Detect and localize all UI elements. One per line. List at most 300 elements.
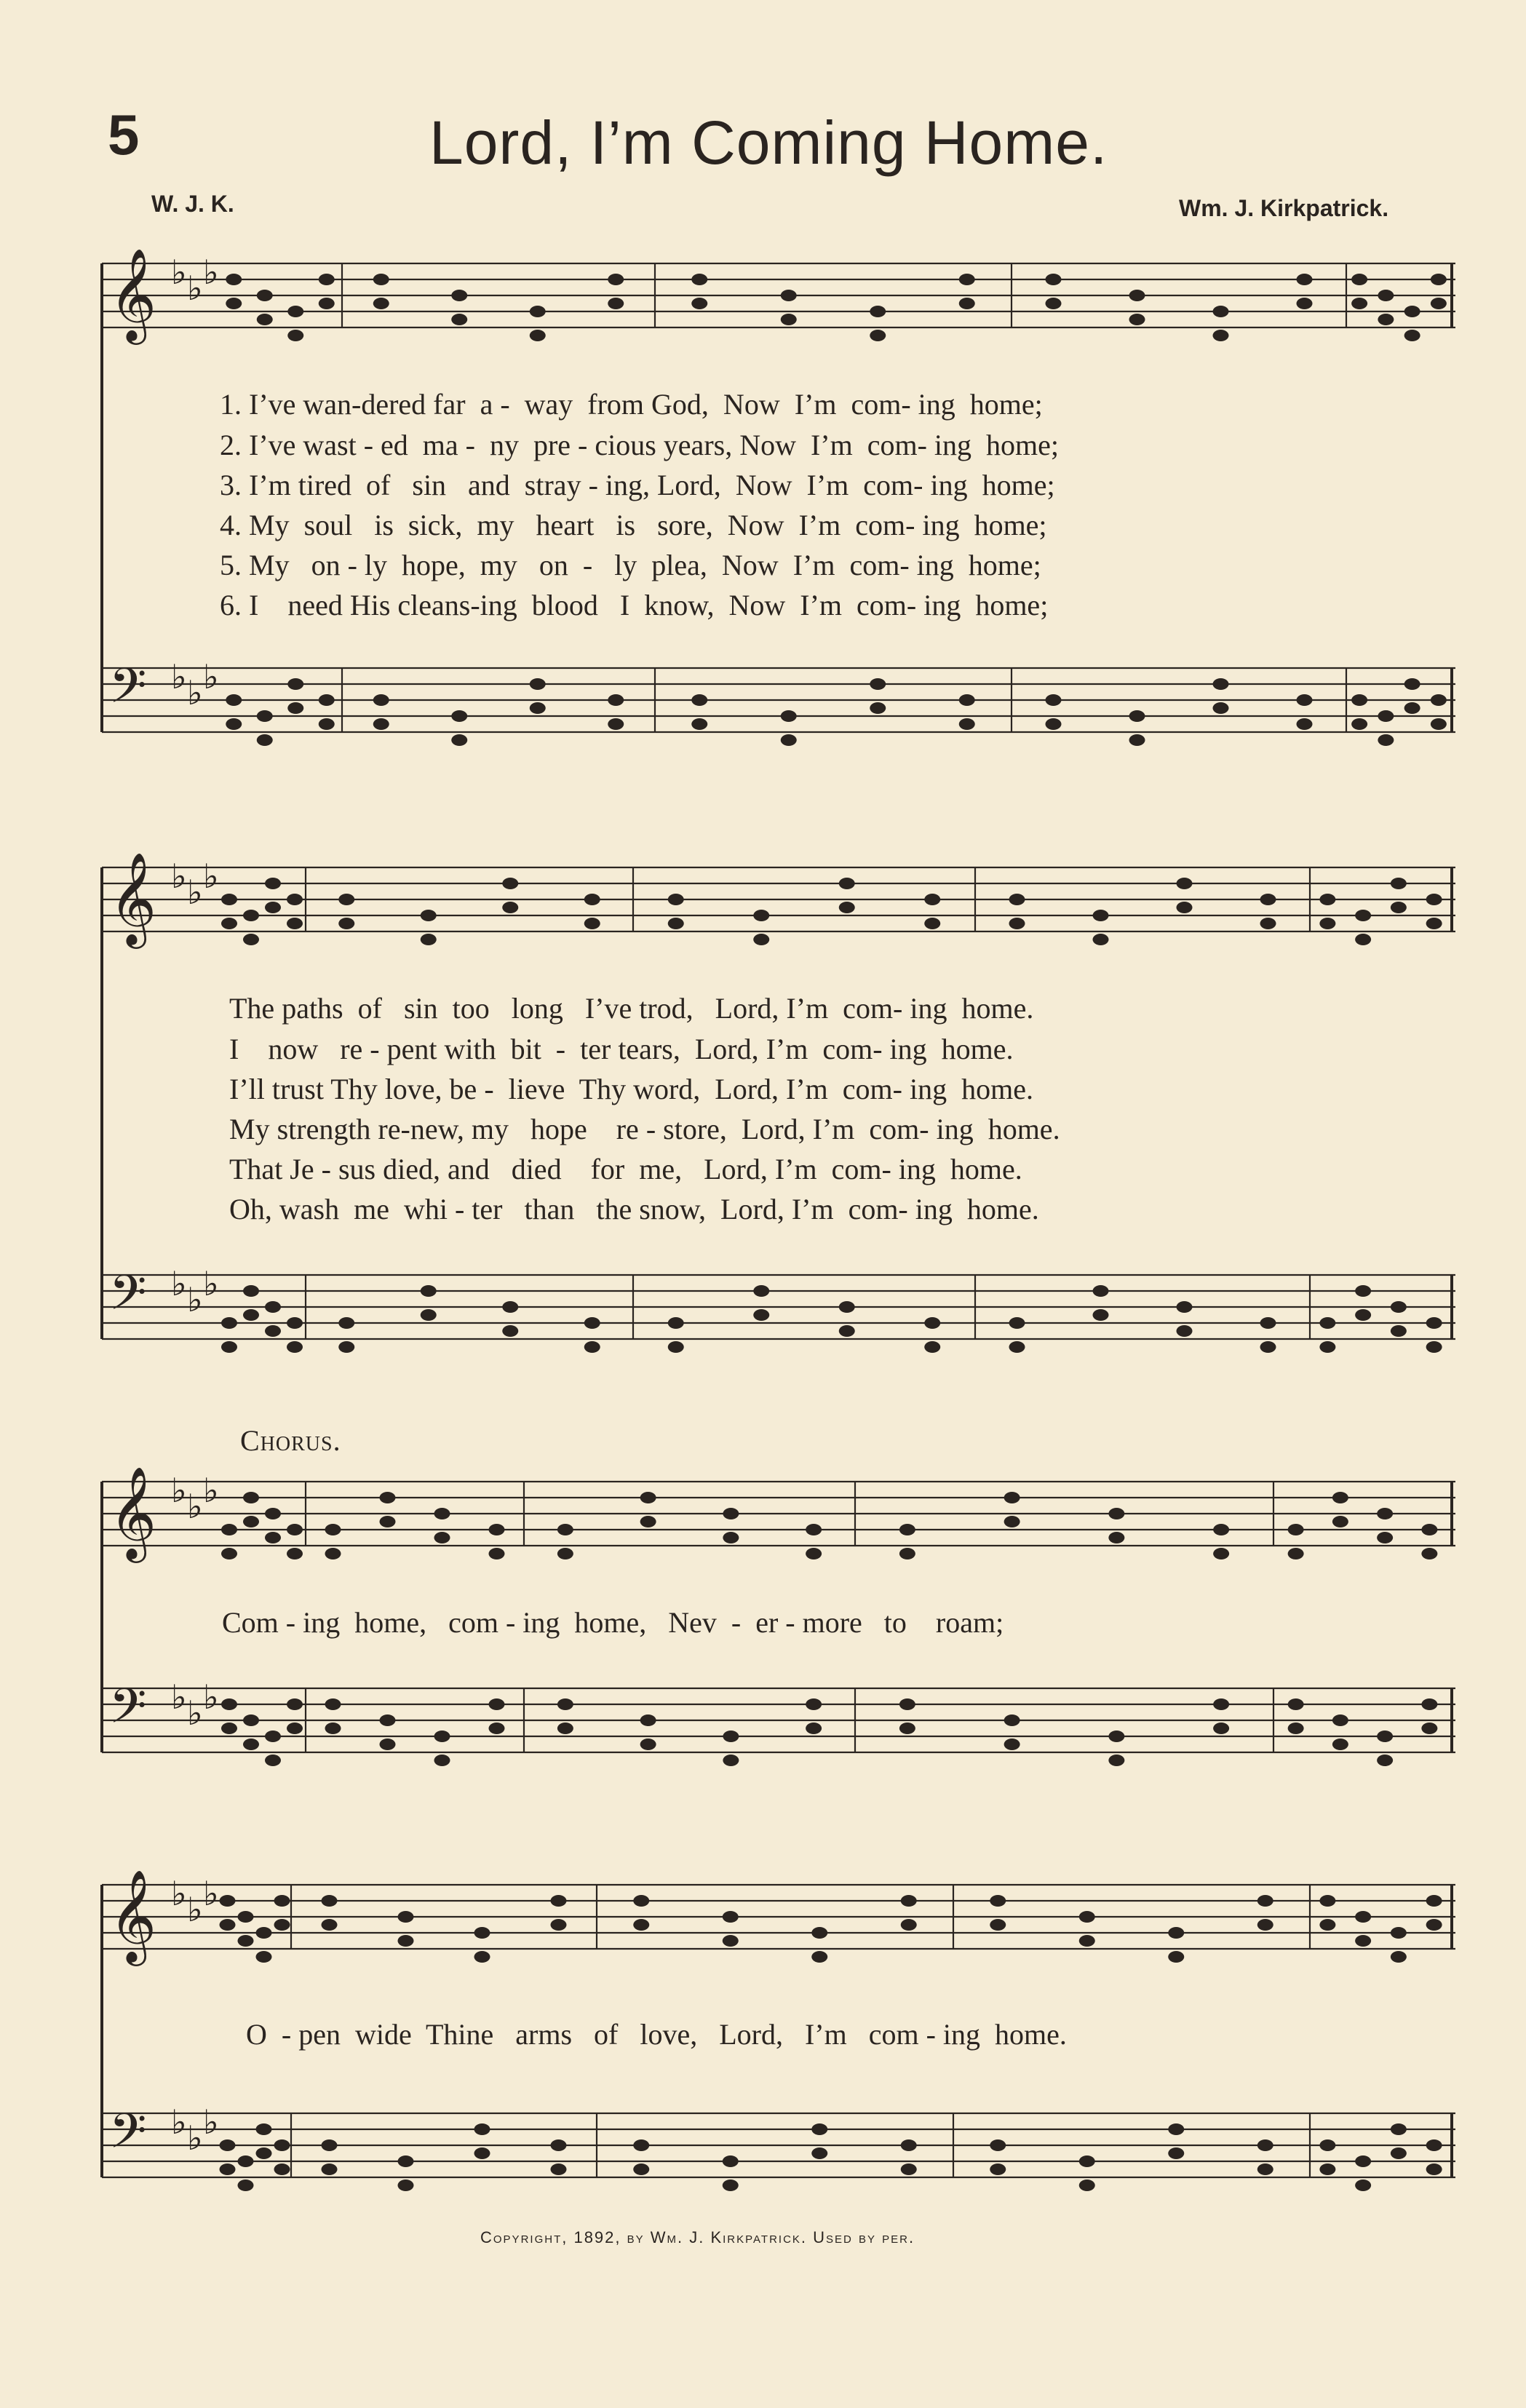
flat-icon: ♭ [171, 2102, 187, 2142]
note-head [1257, 1919, 1273, 1931]
note-head [899, 1722, 915, 1734]
note-head [380, 1739, 396, 1750]
note-head [1260, 894, 1276, 905]
treble-clef-icon: 𝄞 [109, 1466, 157, 1559]
note-head [1213, 678, 1229, 690]
chorus-label: Chorus. [240, 1424, 341, 1457]
note-head [287, 1317, 303, 1329]
note-head [221, 918, 237, 929]
note-head [1004, 1714, 1020, 1726]
note-head [287, 1524, 303, 1535]
note-head [551, 1895, 567, 1907]
note-head [1378, 734, 1394, 746]
note-head [530, 330, 546, 341]
note-head [899, 1548, 915, 1559]
note-head [668, 894, 684, 905]
verse-4-line-b: My strength re-new, my hope re - store, Lord, I’m com- ing home. [229, 1113, 1060, 1145]
note-head [811, 2123, 827, 2135]
note-head [584, 918, 600, 929]
note-head [1355, 1285, 1371, 1297]
note-head [274, 1895, 290, 1907]
verse-4-line-a: 4. My soul is sick, my heart is sore, Now I’m com- ing home; [220, 509, 1047, 541]
note-head [434, 1508, 450, 1519]
note-head [990, 2139, 1006, 2151]
note-head [633, 2139, 649, 2151]
note-head [1009, 1341, 1025, 1353]
note-head [1129, 314, 1145, 325]
note-head [243, 1516, 259, 1527]
note-head [1319, 918, 1335, 929]
flat-icon: ♭ [171, 253, 187, 292]
note-head [1168, 2147, 1184, 2159]
note-head [421, 934, 437, 945]
note-head [1213, 1524, 1229, 1535]
note-head [265, 1730, 281, 1742]
note-head [839, 902, 855, 913]
note-head [257, 734, 273, 746]
note-head [1009, 894, 1025, 905]
note-head [1355, 1935, 1371, 1947]
note-head [1355, 1309, 1371, 1321]
note-head [633, 1919, 649, 1931]
note-head [1257, 2139, 1273, 2151]
note-head [1319, 894, 1335, 905]
note-head [668, 1341, 684, 1353]
note-head [959, 298, 975, 309]
note-head [287, 1341, 303, 1353]
treble-clef-icon: 𝄞 [109, 247, 157, 341]
note-head [839, 878, 855, 889]
note-head [1168, 2123, 1184, 2135]
note-head [421, 910, 437, 921]
note-head [265, 1325, 281, 1337]
note-head [723, 1911, 739, 1923]
note-head [633, 2163, 649, 2175]
note-head [1213, 1722, 1229, 1734]
note-head [1079, 1911, 1095, 1923]
note-head [474, 1927, 490, 1939]
verse-6-line-b: Oh, wash me whi - ter than the snow, Lord, I’m com- ing home. [229, 1193, 1039, 1225]
note-head [1004, 1739, 1020, 1750]
note-head [398, 2155, 414, 2167]
note-head [1351, 298, 1367, 309]
note-head [1431, 274, 1447, 285]
note-head [287, 702, 303, 714]
note-head [557, 1548, 573, 1559]
note-head [1421, 1722, 1437, 1734]
note-head [1431, 694, 1447, 706]
flat-icon: ♭ [203, 857, 219, 896]
note-head [640, 1739, 656, 1750]
hymn-title: Lord, I’m Coming Home. [429, 108, 1108, 177]
note-head [338, 1317, 354, 1329]
note-head [1404, 702, 1420, 714]
note-head [924, 1317, 940, 1329]
flat-icon: ♭ [187, 269, 203, 308]
note-head [557, 1524, 573, 1535]
lyricist-credit: W. J. K. [151, 191, 234, 217]
note-head [668, 1317, 684, 1329]
note-head [265, 878, 281, 889]
note-head [265, 1532, 281, 1543]
note-head [257, 290, 273, 301]
note-head [502, 878, 518, 889]
note-head [1079, 1935, 1095, 1947]
note-head [221, 1698, 237, 1710]
flat-icon: ♭ [187, 1890, 203, 1929]
note-head [1093, 1309, 1109, 1321]
note-head [502, 1325, 518, 1337]
flat-icon: ♭ [187, 2118, 203, 2158]
note-head [221, 1341, 237, 1353]
note-head [990, 1919, 1006, 1931]
note-head [1319, 2163, 1335, 2175]
note-head [1177, 902, 1193, 913]
note-head [781, 290, 797, 301]
flat-icon: ♭ [171, 1677, 187, 1717]
note-head [608, 694, 624, 706]
note-head [551, 2139, 567, 2151]
note-head [1297, 694, 1313, 706]
flat-icon: ♭ [203, 1471, 219, 1510]
note-head [924, 1341, 940, 1353]
note-head [959, 694, 975, 706]
note-head [1297, 274, 1313, 285]
note-head [1404, 330, 1420, 341]
note-head [1332, 1739, 1348, 1750]
note-head [1391, 1301, 1407, 1313]
flat-icon: ♭ [171, 1264, 187, 1303]
note-head [811, 1951, 827, 1963]
verse-5-line-b: That Je - sus died, and died for me, Lord, I’m com- ing home. [229, 1153, 1022, 1185]
bass-clef-icon: 𝄢 [109, 1265, 147, 1332]
verse-3-line-a: 3. I’m tired of sin and stray - ing, Lord, Now I’m com- ing home; [220, 469, 1055, 501]
note-head [870, 306, 886, 317]
note-head [1079, 2179, 1095, 2191]
note-head [322, 1895, 338, 1907]
note-head [1288, 1524, 1304, 1535]
note-head [723, 2155, 739, 2167]
note-head [1213, 306, 1229, 317]
note-head [1009, 1317, 1025, 1329]
note-head [990, 2163, 1006, 2175]
note-head [421, 1285, 437, 1297]
note-head [781, 734, 797, 746]
note-head [380, 1714, 396, 1726]
note-head [256, 1927, 272, 1939]
treble-clef-icon: 𝄞 [109, 1869, 157, 1962]
flat-icon: ♭ [171, 1471, 187, 1510]
note-head [584, 1317, 600, 1329]
note-head [723, 1532, 739, 1543]
note-head [1093, 1285, 1109, 1297]
note-head [1288, 1722, 1304, 1734]
note-head [608, 298, 624, 309]
note-head [1297, 298, 1313, 309]
note-head [226, 274, 242, 285]
note-head [806, 1722, 822, 1734]
note-head [1391, 878, 1407, 889]
note-head [584, 1341, 600, 1353]
note-head [901, 1919, 917, 1931]
note-head [1355, 2179, 1371, 2191]
note-head [530, 702, 546, 714]
note-head [1319, 1919, 1335, 1931]
note-head [668, 918, 684, 929]
note-head [1426, 894, 1442, 905]
note-head [489, 1698, 505, 1710]
note-head [557, 1698, 573, 1710]
note-head [451, 734, 467, 746]
note-head [325, 1722, 341, 1734]
note-head [1391, 1325, 1407, 1337]
note-head [226, 718, 242, 730]
note-head [1355, 1911, 1371, 1923]
note-head [1377, 1508, 1393, 1519]
note-head [319, 718, 335, 730]
note-head [220, 1895, 236, 1907]
note-head [551, 2163, 567, 2175]
note-head [753, 934, 769, 945]
note-head [530, 306, 546, 317]
note-head [287, 330, 303, 341]
note-head [474, 2147, 490, 2159]
note-head [1046, 274, 1062, 285]
note-head [1129, 734, 1145, 746]
note-head [723, 1935, 739, 1947]
note-head [243, 1309, 259, 1321]
flat-icon: ♭ [187, 873, 203, 912]
note-head [338, 894, 354, 905]
note-head [691, 718, 707, 730]
note-head [924, 894, 940, 905]
note-head [238, 2179, 254, 2191]
note-head [551, 1919, 567, 1931]
note-head [1431, 718, 1447, 730]
note-head [451, 710, 467, 722]
note-head [238, 1935, 254, 1947]
note-head [1257, 1895, 1273, 1907]
note-head [220, 2139, 236, 2151]
note-head [502, 902, 518, 913]
note-head [806, 1524, 822, 1535]
note-head [1288, 1698, 1304, 1710]
note-head [870, 330, 886, 341]
note-head [325, 1698, 341, 1710]
note-head [220, 1919, 236, 1931]
note-head [421, 1309, 437, 1321]
note-head [806, 1698, 822, 1710]
note-head [489, 1548, 505, 1559]
bass-clef-icon: 𝄢 [109, 1678, 147, 1746]
verse-2-line-b: I now re - pent with bit - ter tears, Lord, I’m com- ing home. [229, 1033, 1014, 1065]
note-head [1351, 718, 1367, 730]
verse-1-line-b: The paths of sin too long I’ve trod, Lord, I’m com- ing home. [229, 992, 1034, 1025]
note-head [1426, 1895, 1442, 1907]
note-head [243, 1739, 259, 1750]
note-head [1177, 1301, 1193, 1313]
note-head [257, 314, 273, 325]
note-head [220, 2163, 236, 2175]
note-head [899, 1698, 915, 1710]
flat-icon: ♭ [203, 2102, 219, 2142]
note-head [924, 918, 940, 929]
chorus-line-1: Com - ing home, com - ing home, Nev - er - more to roam; [222, 1606, 1004, 1639]
note-head [322, 2163, 338, 2175]
note-head [322, 1919, 338, 1931]
note-head [398, 2179, 414, 2191]
flat-icon: ♭ [187, 1487, 203, 1526]
note-head [691, 298, 707, 309]
note-head [434, 1730, 450, 1742]
note-head [434, 1532, 450, 1543]
note-head [287, 678, 303, 690]
note-head [901, 2139, 917, 2151]
note-head [839, 1325, 855, 1337]
note-head [1426, 1341, 1442, 1353]
note-head [489, 1722, 505, 1734]
note-head [287, 894, 303, 905]
note-head [287, 1698, 303, 1710]
note-head [1108, 1508, 1124, 1519]
note-head [1426, 2139, 1442, 2151]
note-head [1332, 1714, 1348, 1726]
note-head [1426, 1919, 1442, 1931]
note-head [781, 710, 797, 722]
note-head [1378, 290, 1394, 301]
note-head [1079, 2155, 1095, 2167]
note-head [243, 1714, 259, 1726]
verse-6-line-a: 6. I need His cleans-ing blood I know, Now I’m com- ing home; [220, 589, 1049, 621]
note-head [221, 894, 237, 905]
flat-icon: ♭ [187, 1693, 203, 1733]
note-head [1355, 2155, 1371, 2167]
note-head [1177, 1325, 1193, 1337]
flat-icon: ♭ [203, 1264, 219, 1303]
note-head [1046, 718, 1062, 730]
note-head [1168, 1927, 1184, 1939]
note-head [451, 314, 467, 325]
flat-icon: ♭ [171, 657, 187, 696]
note-head [373, 274, 389, 285]
note-head [691, 694, 707, 706]
note-head [691, 274, 707, 285]
note-head [723, 1755, 739, 1766]
flat-icon: ♭ [203, 253, 219, 292]
note-head [1351, 694, 1367, 706]
note-head [557, 1722, 573, 1734]
note-head [1391, 2147, 1407, 2159]
note-head [901, 2163, 917, 2175]
note-head [265, 902, 281, 913]
note-head [640, 1492, 656, 1503]
note-head [502, 1301, 518, 1313]
note-head [1004, 1492, 1020, 1503]
note-head [325, 1524, 341, 1535]
note-head [1377, 1730, 1393, 1742]
note-head [1355, 934, 1371, 945]
note-head [1260, 1341, 1276, 1353]
note-head [243, 1285, 259, 1297]
note-head [1332, 1492, 1348, 1503]
note-head [1319, 2139, 1335, 2151]
note-head [1391, 902, 1407, 913]
note-head [1355, 910, 1371, 921]
note-head [1046, 298, 1062, 309]
note-head [226, 694, 242, 706]
note-head [338, 918, 354, 929]
page-number: 5 [108, 103, 140, 167]
note-head [530, 678, 546, 690]
note-head [584, 894, 600, 905]
note-head [781, 314, 797, 325]
note-head [1288, 1548, 1304, 1559]
note-head [959, 274, 975, 285]
note-head [608, 274, 624, 285]
composer-credit: Wm. J. Kirkpatrick. [1179, 195, 1389, 221]
note-head [398, 1911, 414, 1923]
note-head [373, 694, 389, 706]
note-head [434, 1755, 450, 1766]
note-head [753, 910, 769, 921]
flat-icon: ♭ [187, 1280, 203, 1319]
note-head [753, 1285, 769, 1297]
note-head [338, 1341, 354, 1353]
note-head [226, 298, 242, 309]
note-head [1421, 1698, 1437, 1710]
note-head [1046, 694, 1062, 706]
note-head [322, 2139, 338, 2151]
note-head [287, 1722, 303, 1734]
note-head [373, 298, 389, 309]
note-head [1177, 878, 1193, 889]
note-head [1426, 918, 1442, 929]
chorus-line-2: O - pen wide Thine arms of love, Lord, I’m com - ing home. [246, 2018, 1067, 2051]
note-head [1377, 1532, 1393, 1543]
note-head [1332, 1516, 1348, 1527]
bass-clef-icon: 𝄢 [109, 658, 147, 726]
flat-icon: ♭ [187, 673, 203, 712]
note-head [1404, 306, 1420, 317]
flat-icon: ♭ [203, 1874, 219, 1913]
note-head [1391, 1927, 1407, 1939]
note-head [1129, 290, 1145, 301]
note-head [1108, 1730, 1124, 1742]
note-head [1421, 1524, 1437, 1535]
verse-3-line-b: I’ll trust Thy love, be - lieve Thy word, Lord, I’m com- ing home. [229, 1073, 1033, 1105]
note-head [1431, 298, 1447, 309]
note-head [1213, 1548, 1229, 1559]
note-head [806, 1548, 822, 1559]
note-head [1129, 710, 1145, 722]
note-head [723, 2179, 739, 2191]
note-head [1319, 1317, 1335, 1329]
note-head [640, 1516, 656, 1527]
note-head [256, 2147, 272, 2159]
flat-icon: ♭ [171, 857, 187, 896]
verse-2-line-a: 2. I’ve wast - ed ma - ny pre - cious years, Now I’m com- ing home; [220, 429, 1060, 461]
note-head [243, 910, 259, 921]
note-head [1257, 2163, 1273, 2175]
verse-1-line-a: 1. I’ve wan-dered far a - way from God, Now I’m com- ing home; [220, 388, 1043, 421]
note-head [1378, 710, 1394, 722]
note-head [1319, 1341, 1335, 1353]
note-head [265, 1301, 281, 1313]
note-head [256, 2123, 272, 2135]
flat-icon: ♭ [203, 657, 219, 696]
note-head [373, 718, 389, 730]
treble-clef-icon: 𝄞 [109, 851, 157, 945]
